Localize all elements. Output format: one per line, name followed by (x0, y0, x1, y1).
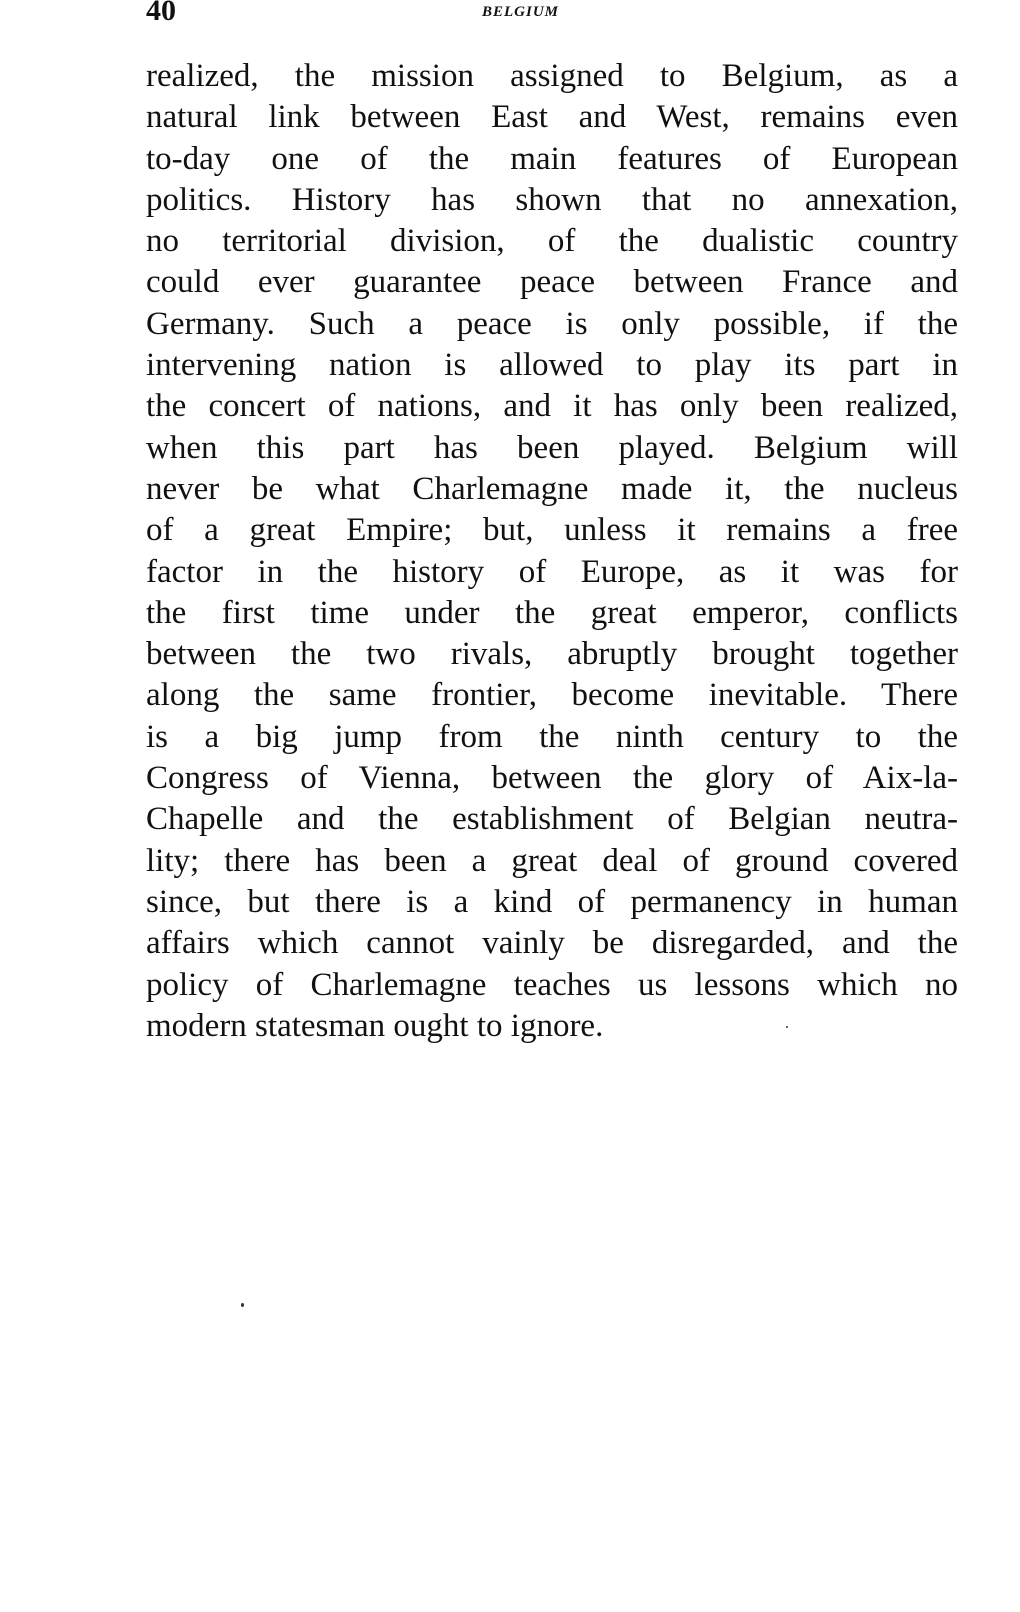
text-line: realized, the mission assigned to Belgium, as a (146, 58, 958, 94)
text-line: Congress of Vienna, between the glory of Aix-la- (146, 760, 958, 797)
text-line: since, but there is a kind of permanency in human (146, 883, 958, 920)
text-line: to-day one of the main features of European (146, 140, 958, 177)
scan-speck (786, 1026, 788, 1028)
text-line: along the same frontier, become inevitable. There (146, 677, 958, 714)
text-line: the concert of nations, and it has only been realized, (146, 388, 958, 425)
running-head (0, 0, 1020, 26)
text-line: the first time under the great emperor, conflicts (146, 594, 958, 631)
page-number: 40 (146, 0, 176, 27)
text-line: factor in the history of Europe, as it was for (146, 553, 958, 590)
text-line: intervening nation is allowed to play its part in (146, 347, 958, 384)
text-line: when this part has been played. Belgium will (146, 429, 958, 466)
text-line: is a big jump from the ninth century to the (146, 718, 958, 755)
text-line: never be what Charlemagne made it, the nucleus (146, 470, 958, 507)
text-line: between the two rivals, abruptly brought together (146, 636, 958, 673)
text-line: politics. History has shown that no annexation, (146, 181, 958, 218)
text-line: could ever guarantee peace between France and (146, 264, 958, 301)
text-line: modern statesman ought to ignore. (146, 1007, 604, 1044)
body-paragraph (146, 56, 958, 1047)
text-line: Germany. Such a peace is only possible, if the (146, 305, 958, 342)
text-line: Chapelle and the establishment of Belgian neutra- (146, 801, 958, 838)
text-line: natural link between East and West, remains even (146, 99, 958, 136)
text-line: policy of Charlemagne teaches us lessons which no (146, 966, 958, 1003)
text-line: of a great Empire; but, unless it remains a free (146, 512, 958, 549)
running-title: BELGIUM (482, 4, 560, 20)
text-line: lity; there has been a great deal of ground covered (146, 842, 958, 879)
text-line: affairs which cannot vainly be disregarded, and the (146, 925, 958, 962)
scan-speck (241, 1303, 244, 1307)
text-line: no territorial division, of the dualistic country (146, 223, 958, 260)
